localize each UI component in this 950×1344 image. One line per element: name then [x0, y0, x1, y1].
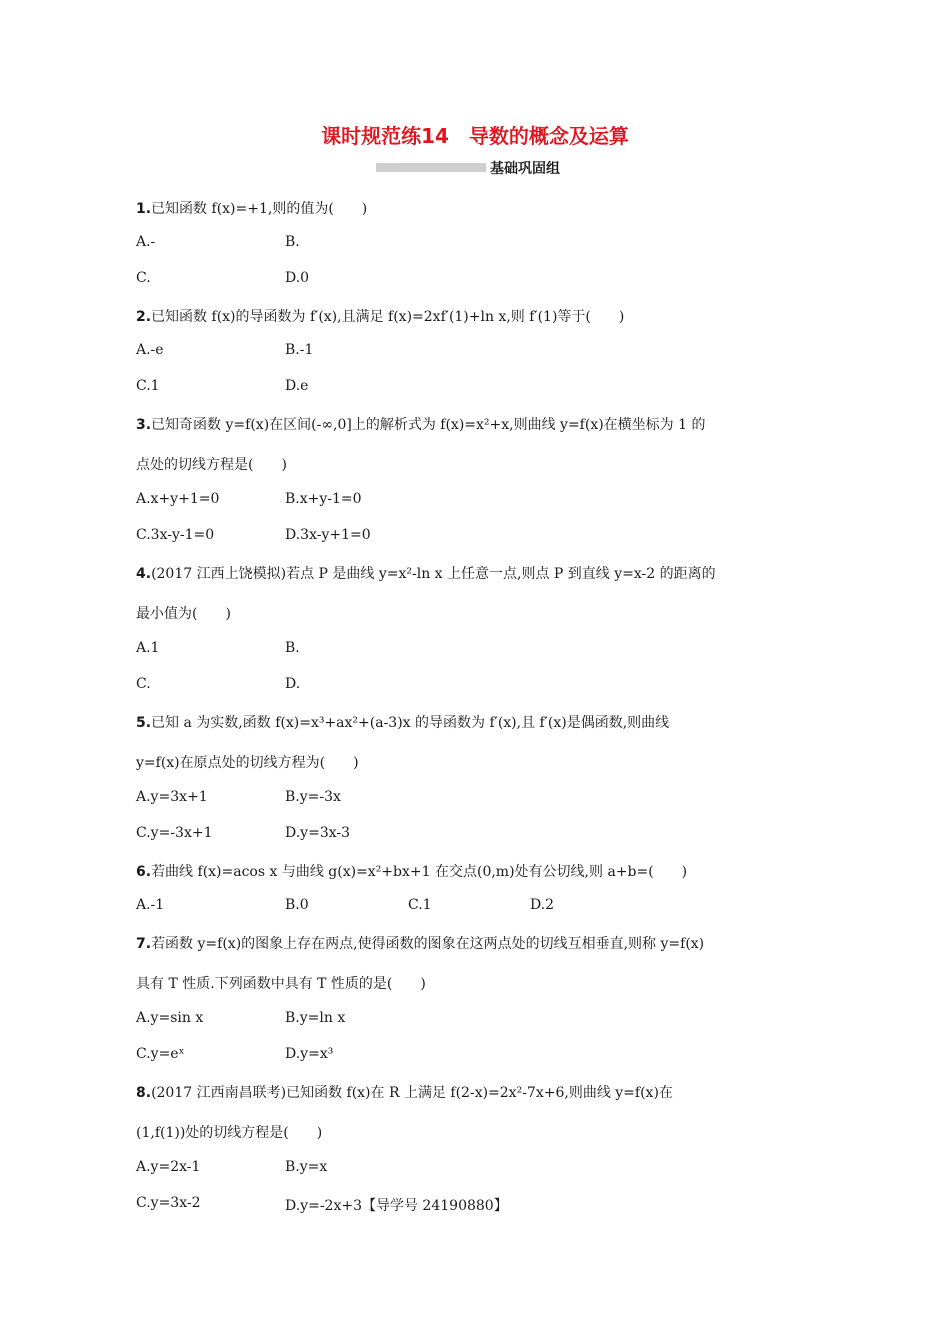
option: D.2	[530, 897, 555, 913]
question-number: 5.	[136, 715, 152, 731]
question-number: 6.	[136, 864, 152, 880]
option: B.y=x	[285, 1159, 328, 1175]
question-2-line-1: 2.已知函数 f(x)的导函数为 f′(x),且满足 f(x)=2xf′(1)+ln x,则 f′(1)等于( )	[136, 309, 625, 325]
question-1-line-1: 1.已知函数 f(x)=+1,则的值为( )	[136, 201, 368, 217]
question-8-line-1: 8.(2017 江西南昌联考)已知函数 f(x)在 R 上满足 f(2-x)=2x²-7x+6,则曲线 y=f(x)在	[136, 1085, 673, 1101]
option: C.1	[136, 378, 160, 394]
option: D.e	[285, 378, 309, 394]
option: C.y=-3x+1	[136, 825, 213, 841]
section-bar	[376, 163, 486, 172]
question-4-line-2: 最小值为( )	[136, 606, 231, 622]
option: C.y=eˣ	[136, 1046, 185, 1062]
option: B.0	[285, 897, 309, 913]
question-3-line-1: 3.已知奇函数 y=f(x)在区间(-∞,0]上的解析式为 f(x)=x²+x,则曲线 y=f(x)在横坐标为 1 的	[136, 417, 706, 433]
option: A.1	[136, 640, 160, 656]
question-number: 2.	[136, 309, 152, 325]
option: B.y=-3x	[285, 789, 341, 805]
question-number: 3.	[136, 417, 152, 433]
question-8-line-2: (1,f(1))处的切线方程是( )	[136, 1125, 323, 1141]
question-number: 7.	[136, 936, 152, 952]
page-title: 课时规范练14 导数的概念及运算	[321, 124, 629, 148]
option: C.3x-y-1=0	[136, 527, 215, 543]
option: A.-	[136, 234, 156, 250]
question-number: 8.	[136, 1085, 152, 1101]
option: A.-e	[136, 342, 164, 358]
option: D.3x-y+1=0	[285, 527, 371, 543]
option: D.0	[285, 270, 310, 286]
option: A.y=3x+1	[136, 789, 208, 805]
option: D.	[285, 676, 301, 692]
question-5-line-1: 5.已知 a 为实数,函数 f(x)=x³+ax²+(a-3)x 的导函数为 f′(x),且 f′(x)是偶函数,则曲线	[136, 715, 670, 731]
question-number: 1.	[136, 201, 152, 217]
option: C.	[136, 676, 151, 692]
option: A.y=sin x	[136, 1010, 204, 1026]
option: A.y=2x-1	[136, 1159, 201, 1175]
option: A.-1	[136, 897, 165, 913]
question-4-line-1: 4.(2017 江西上饶模拟)若点 P 是曲线 y=x²-ln x 上任意一点,则点 P 到直线 y=x-2 的距离的	[136, 566, 716, 582]
option: B.x+y-1=0	[285, 491, 362, 507]
question-6-line-1: 6.若曲线 f(x)=acos x 与曲线 g(x)=x²+bx+1 在交点(0,m)处有公切线,则 a+b=( )	[136, 864, 688, 880]
option: A.x+y+1=0	[136, 491, 220, 507]
section-heading: 基础巩固组	[490, 161, 560, 177]
question-number: 4.	[136, 566, 152, 582]
option: C.1	[408, 897, 432, 913]
option: B.-1	[285, 342, 314, 358]
option: B.y=ln x	[285, 1010, 346, 1026]
question-5-line-2: y=f(x)在原点处的切线方程为( )	[136, 755, 359, 771]
option: B.	[285, 640, 300, 656]
question-7-line-1: 7.若函数 y=f(x)的图象上存在两点,使得函数的图象在这两点处的切线互相垂直,则称 y=f(x)	[136, 936, 705, 952]
question-3-line-2: 点处的切线方程是( )	[136, 457, 287, 473]
option: D.y=3x-3	[285, 825, 351, 841]
option: B.	[285, 234, 300, 250]
option: C.	[136, 270, 151, 286]
option: C.y=3x-2	[136, 1195, 201, 1211]
question-7-line-2: 具有 T 性质.下列函数中具有 T 性质的是( )	[136, 976, 426, 992]
option: D.y=x³	[285, 1046, 334, 1062]
option: D.y=-2x+3【导学号 24190880】	[285, 1198, 508, 1214]
